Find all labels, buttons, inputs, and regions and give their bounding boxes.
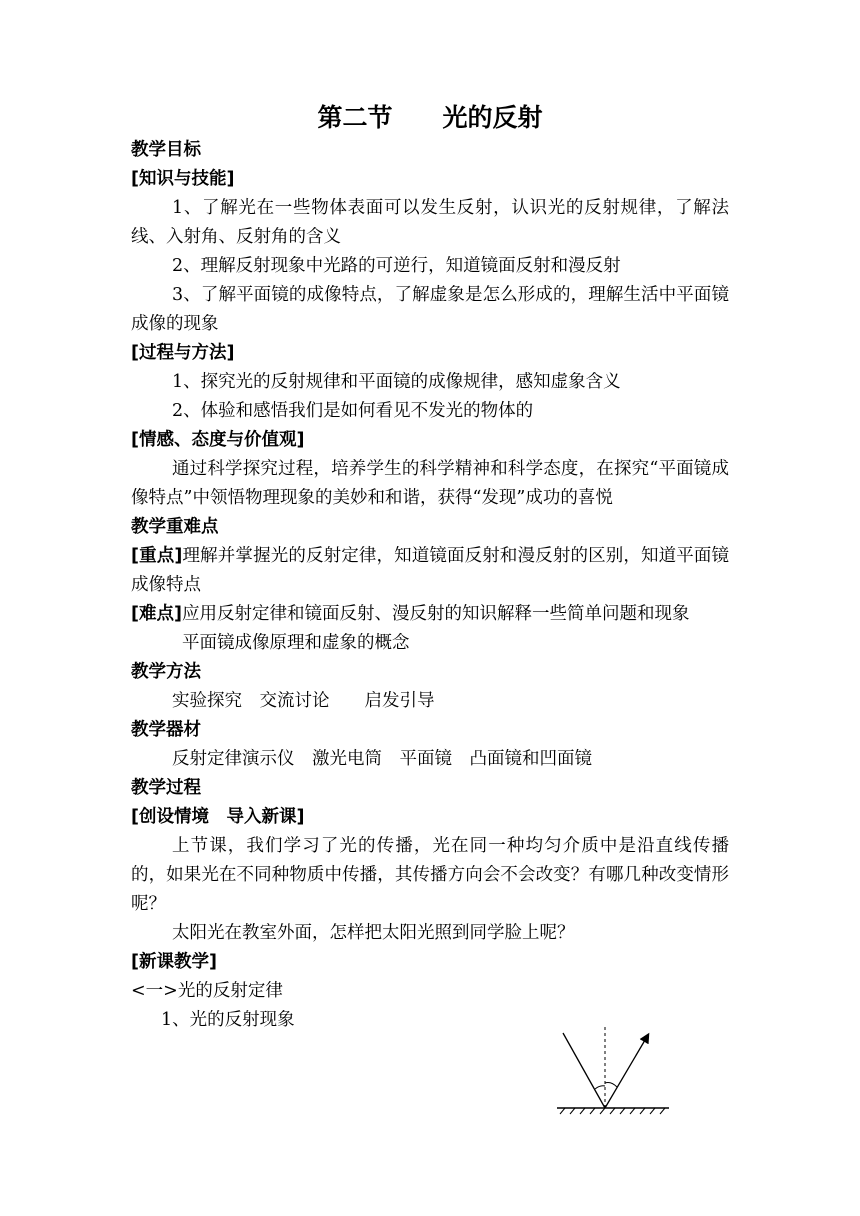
mirror-surface [557, 1108, 669, 1114]
incidence-angle-arc [595, 1086, 605, 1089]
intro-paragraph-2: 太阳光在教室外面，怎样把太阳光照到同学脸上呢？ [172, 923, 575, 943]
reflection-angle-arc [605, 1083, 617, 1088]
methods-heading: 教学方法 [131, 662, 201, 682]
difficulty-paragraph [131, 600, 729, 629]
equipment-heading: 教学器材 [131, 720, 201, 740]
new-lesson-heading: [新课教学] [131, 952, 217, 972]
incident-ray [563, 1033, 605, 1108]
knowledge-item-2: 2、理解反射现象中光路的可逆行，知道镜面反射和漫反射 [172, 256, 621, 276]
key-points-heading: 教学重难点 [131, 517, 219, 537]
difficulty-extra: 平面镜成像原理和虚象的概念 [182, 633, 410, 653]
process-item-2: 2、体验和感悟我们是如何看见不发光的物体的 [172, 401, 534, 421]
knowledge-heading: [知识与技能] [131, 169, 235, 189]
focus-paragraph [131, 542, 729, 600]
document-body [131, 136, 729, 1035]
attitude-heading: [情感、态度与价值观] [131, 430, 305, 450]
focus-text: 理解并掌握光的反射定律，知道镜面反射和漫反射的区别，知道平面镜成像特点 [131, 546, 730, 595]
process-item-1: 1、探究光的反射规律和平面镜的成像规律，感知虚象含义 [172, 372, 621, 392]
equipment-text: 反射定律演示仪 激光电筒 平面镜 凸面镜和凹面镜 [172, 749, 592, 769]
focus-label: [重点] [131, 546, 183, 566]
teaching-process-heading: 教学过程 [131, 778, 201, 798]
reflected-ray [605, 1035, 648, 1108]
intro-heading: [创设情境 导入新课] [131, 807, 305, 827]
page-title: 第二节 光的反射 [317, 103, 543, 132]
attitude-text: 通过科学探究过程，培养学生的科学精神和科学态度，在探究“平面镜成像特点”中领悟物理现象的美妙和和谐，获得“发现”成功的喜悦 [131, 459, 729, 508]
section-1-title: <一>光的反射定律 [131, 981, 283, 1001]
intro-paragraph-1: 上节课，我们学习了光的传播，光在同一种均匀介质中是沿直线传播的，如果光在不同种物质中传播，其传播方向会不会改变？有哪几种改变情形呢？ [131, 836, 729, 914]
process-method-heading: [过程与方法] [131, 343, 235, 363]
knowledge-item-3: 3、了解平面镜的成像特点，了解虚象是怎么形成的，理解生活中平面镜成像的现象 [131, 285, 729, 334]
methods-text: 实验探究 交流讨论 启发引导 [172, 691, 435, 711]
knowledge-item-1: 1、了解光在一些物体表面可以发生反射，认识光的反射规律，了解法线、入射角、反射角的含义 [131, 198, 729, 247]
difficulty-label: [难点] [131, 604, 182, 624]
objectives-heading: 教学目标 [131, 140, 201, 160]
section-1-item-1: 1、光的反射现象 [161, 1010, 295, 1030]
reflection-diagram [555, 1025, 680, 1115]
difficulty-text: 应用反射定律和镜面反射、漫反射的知识解释一些简单问题和现象 [182, 604, 690, 624]
